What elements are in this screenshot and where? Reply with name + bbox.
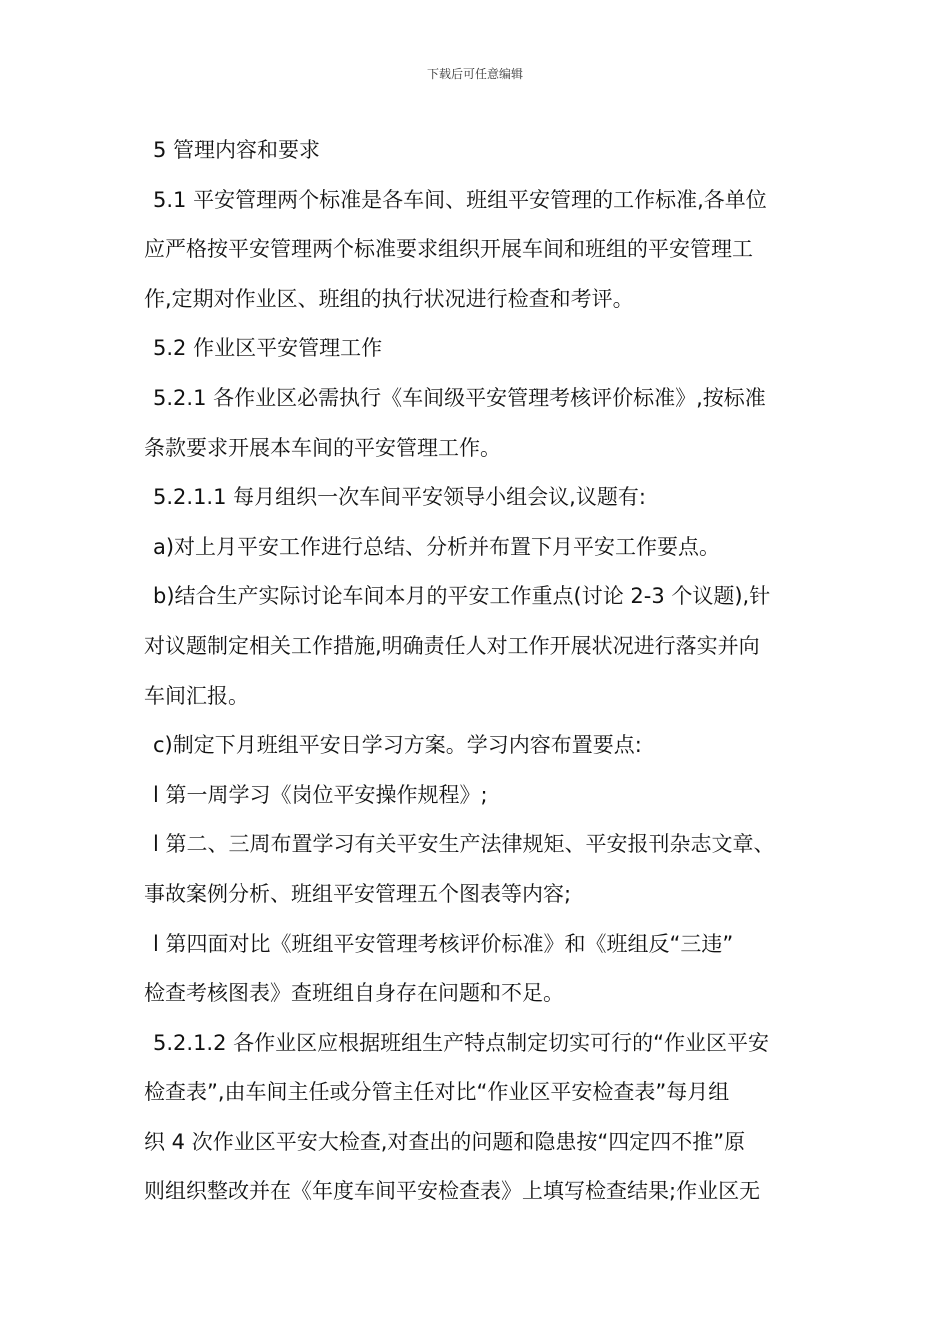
text-line: 条款要求开展本车间的平安管理工作。 [144,435,501,460]
text-line: 5.1 平安管理两个标准是各车间、班组平安管理的工作标准,各单位 [153,187,767,212]
text-line: 5 管理内容和要求 [153,138,321,162]
text-line: c)制定下月班组平安日学习方案。学习内容布置要点: [153,733,642,758]
text-line: 事故案例分析、班组平安管理五个图表等内容; [144,881,572,906]
text-line: 则组织整改并在《年度车间平安检查表》上填写检查结果;作业区无 [144,1179,761,1204]
text-line: 5.2.1 各作业区必需执行《车间级平安管理考核评价标准》,按标准 [153,385,766,410]
text-line: 5.2 作业区平安管理工作 [153,336,383,361]
text-line: l 第二、三周布置学习有关平安生产法律规矩、平安报刊杂志文章、 [153,832,775,857]
text-line: 车间汇报。 [144,683,249,708]
text-line: l 第一周学习《岗位平安操作规程》; [153,782,488,807]
page-header-note: 下载后可任意编辑 [426,67,523,81]
text-line: 检查考核图表》查班组自身存在问题和不足。 [144,981,564,1006]
text-line: l 第四面对比《班组平安管理考核评价标准》和《班组反“三违” [153,931,734,956]
text-line: 对议题制定相关工作措施,明确责任人对工作开展状况进行落实并向 [144,633,760,658]
text-line: 5.2.1.1 每月组织一次车间平安领导小组会议,议题有: [153,485,646,510]
document-body [144,126,814,1217]
text-line: a)对上月平安工作进行总结、分析并布置下月平安工作要点。 [153,534,721,559]
text-line: b)结合生产实际讨论车间本月的平安工作重点(讨论 2-3 个议题),针 [153,584,771,609]
text-line: 检查表”,由车间主任或分管主任对比“作业区平安检查表”每月组 [144,1080,730,1105]
text-line: 作,定期对作业区、班组的执行状况进行检查和考评。 [144,286,634,311]
text-line: 5.2.1.2 各作业区应根据班组生产特点制定切实可行的“作业区平安 [153,1030,770,1055]
text-line: 应严格按平安管理两个标准要求组织开展车间和班组的平安管理工 [144,237,753,262]
text-line: 织 4 次作业区平安大检查,对查出的问题和隐患按“四定四不推”原 [144,1129,746,1154]
